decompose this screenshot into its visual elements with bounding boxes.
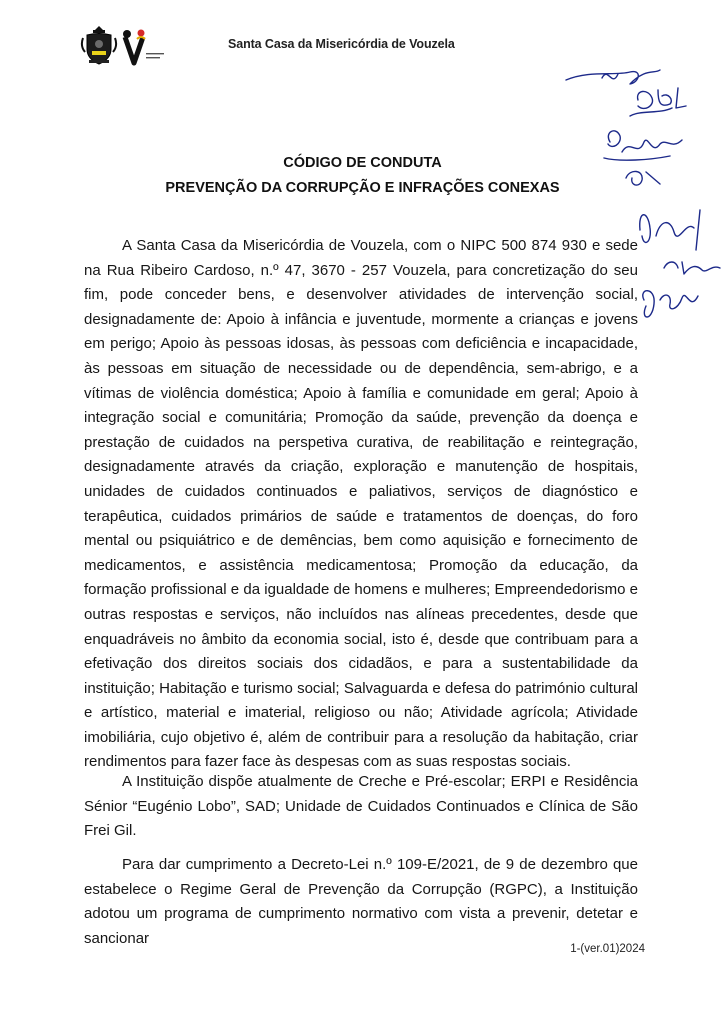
document-subtitle: PREVENÇÃO DA CORRUPÇÃO E INFRAÇÕES CONEXAS: [165, 180, 560, 196]
brand-v-logo: [121, 27, 167, 67]
organization-name: Santa Casa da Misericórdia de Vouzela: [228, 37, 455, 51]
document-title: CÓDIGO DE CONDUTA: [283, 155, 442, 171]
coat-of-arms-logo: [80, 24, 118, 66]
paragraph-services: [84, 770, 638, 844]
paragraph-text: Para dar cumprimento a Decreto-Lei n.º 109-E/2021, de 9 de dezembro que estabelece o Regime Geral de Prevenção da Corrupção (RGPC), a Instituição adotou um programa de cumprimento normativo com vista a prevenir, detetar e sancionar: [84, 856, 638, 947]
paragraph-rgpc: [84, 853, 638, 951]
paragraph-text: A Instituição dispõe atualmente de Creche e Pré-escolar; ERPI e Residência Sénior “Eugénio Lobo”, SAD; Unidade de Cuidados Continuados e Clínica de São Frei Gil.: [84, 773, 638, 840]
paragraph-text: A Santa Casa da Misericórdia de Vouzela, com o NIPC 500 874 930 e sede na Rua Ribeiro Cardoso, n.º 47, 3670 - 257 Vouzela, para concretização do seu fim, pode conceder bens, e desenvolver atividades de intervenção social, designadamente de: Apoio à infância e juventude, mormente a crianças e jovens em perigo; Apoio às pessoas idosas, às pessoas com deficiência e incapacidade, às pessoas em situação de necessidade ou de dependência, sem-abrigo, e a vítimas de violência doméstica; Apoio à família e comunidade em geral; Apoio à integração social e comunitária; Promoção da saúde, prevenção da doença e prestação de cuidados na perspetiva curativa, de reabilitação e reintegração, designadamente através da criação, exploração e manutenção de hospitais, unidades de cuidados continuados e paliativos, serviços de diagnóstico e terapêutica, cuidados primários de saúde e tratamentos de doenças, do foro mental ou psiquiátrico e de demências, bem como aquisição e fornecimento de medicamentos, e assistência medicamentosa; Promoção da educação, da formação profissional e da igualdade de homens e mulheres; Empreendedorismo e outras respostas e serviços, não incluídos nas alíneas precedentes, desde que enquadráveis no âmbito da economia social, isto é, desde que contribuam para a efetivação dos direitos sociais dos cidadãos, e para a sustentabilidade da instituição; Habitação e turismo social; Salvaguarda e defesa do património cultural e artístico, material e imaterial, religioso ou não; Atividade agrícola; Atividade imobiliária, cujo objetivo é, além de contribuir para a resolução da habitação, criar rendimentos para fazer face às despesas com as suas respostas sociais.: [84, 237, 638, 771]
paragraph-mission: [84, 234, 638, 775]
page-number-footer: 1-(ver.01)2024: [570, 943, 645, 955]
